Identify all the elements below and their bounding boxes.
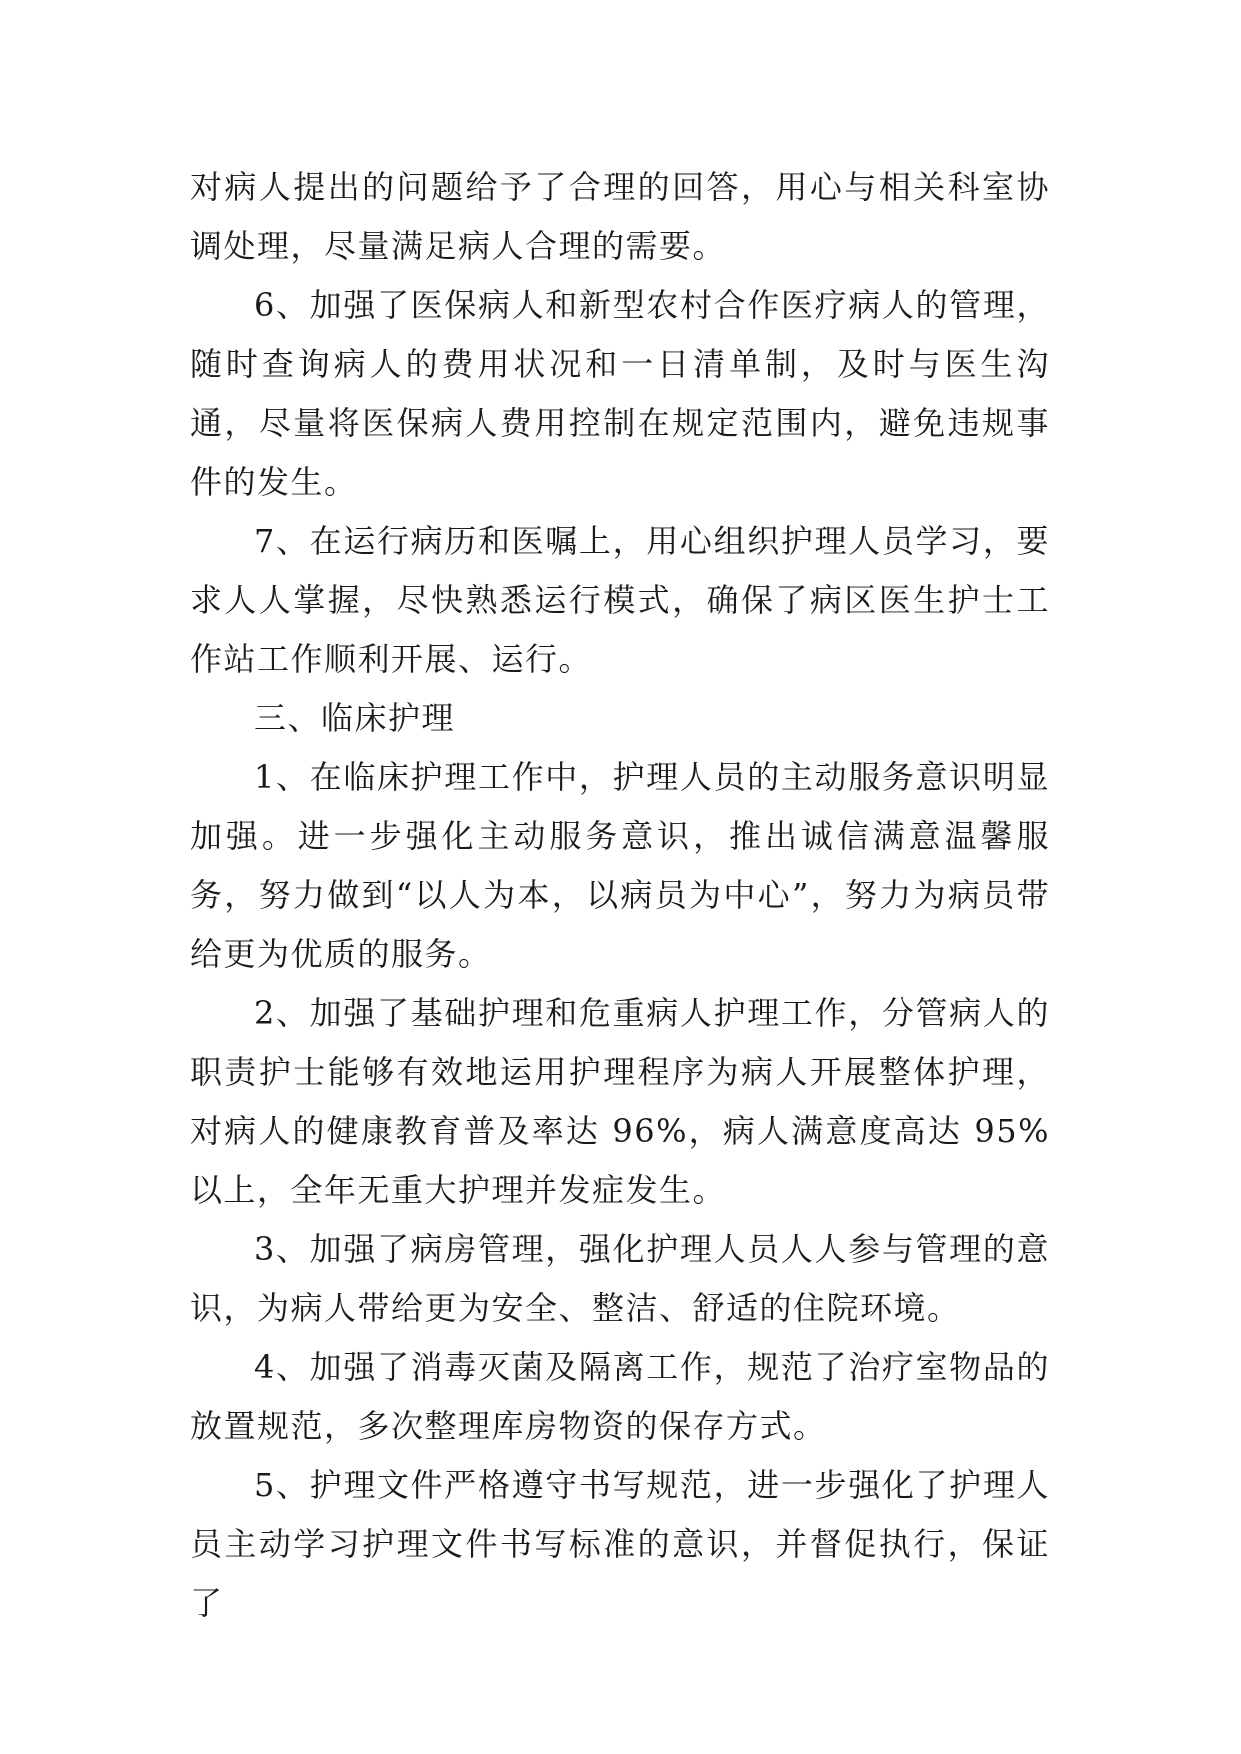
section-heading-clinical-nursing: 三、临床护理 xyxy=(254,699,456,737)
paragraph-item-5: 5、护理文件严格遵守书写规范，进一步强化了护理人员主动学习护理文件书写标准的意识，并督促执行，保证了 xyxy=(190,1466,1050,1622)
paragraph-item-3: 3、加强了病房管理，强化护理人员人人参与管理的意识，为病人带给更为安全、整洁、舒适的住院环境。 xyxy=(190,1230,1050,1327)
paragraph-item-4: 4、加强了消毒灭菌及隔离工作，规范了治疗室物品的放置规范，多次整理库房物资的保存方式。 xyxy=(190,1348,1050,1445)
paragraph-item-6: 6、加强了医保病人和新型农村合作医疗病人的管理，随时查询病人的费用状况和一日清单制，及时与医生沟通，尽量将医保病人费用控制在规定范围内，避免违规事件的发生。 xyxy=(190,286,1050,501)
document-body xyxy=(190,158,1050,1633)
paragraph-item-2: 2、加强了基础护理和危重病人护理工作，分管病人的职责护士能够有效地运用护理程序为病人开展整体护理，对病人的健康教育普及率达 96%，病人满意度高达 95%以上，全年无重大护理并发症发生。 xyxy=(190,994,1050,1209)
paragraph-item-1: 1、在临床护理工作中，护理人员的主动服务意识明显加强。进一步强化主动服务意识，推出诚信满意温馨服务，努力做到“以人为本，以病员为中心”，努力为病员带给更为优质的服务。 xyxy=(190,758,1050,973)
paragraph-continuation: 对病人提出的问题给予了合理的回答，用心与相关科室协调处理，尽量满足病人合理的需要。 xyxy=(190,168,1050,265)
paragraph-item-7: 7、在运行病历和医嘱上，用心组织护理人员学习，要求人人掌握，尽快熟悉运行模式，确保了病区医生护士工作站工作顺利开展、运行。 xyxy=(190,522,1050,678)
